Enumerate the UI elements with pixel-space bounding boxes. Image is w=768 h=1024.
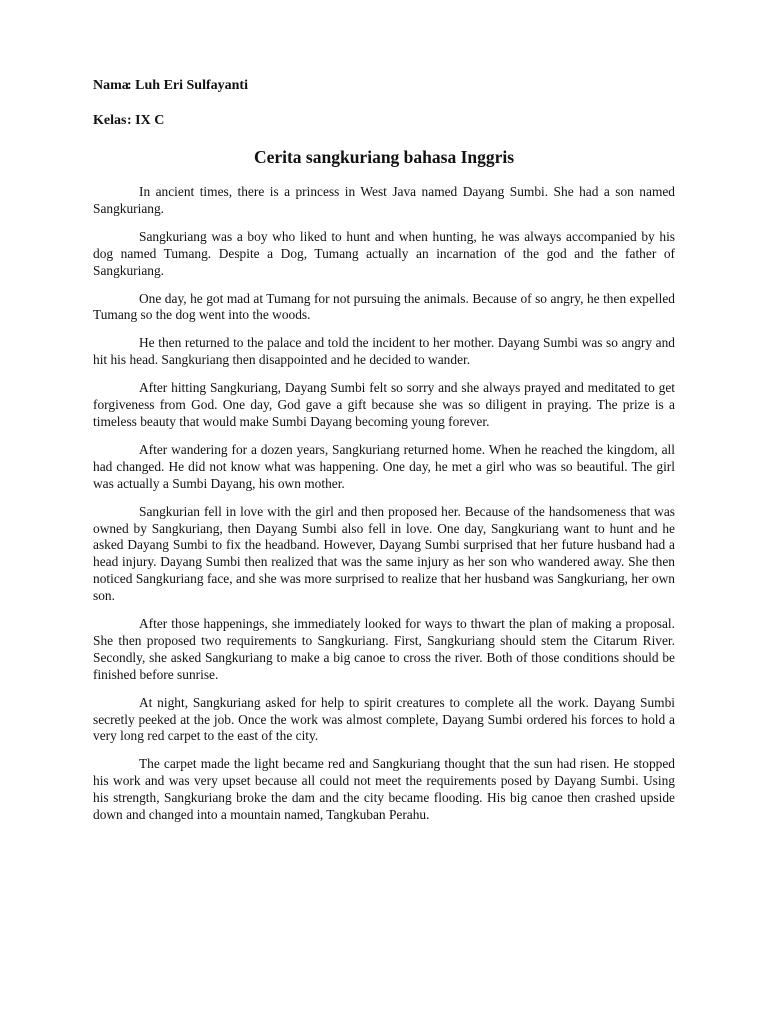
name-label: Nama	[93, 78, 129, 93]
story-paragraph: One day, he got mad at Tumang for not pursuing the animals. Because of so angry, he then expelled Tumang so the dog went into the woods.	[93, 290, 675, 323]
story-paragraph: After wandering for a dozen years, Sangkuriang returned home. When he reached the kingdom, all had changed. He did not know what was happening. One day, he met a girl who was so beautiful. The girl was actually a Sumbi Dayang, his own mother.	[93, 441, 675, 491]
student-class: IX C	[135, 113, 165, 128]
story-body	[93, 184, 675, 835]
story-paragraph: Sangkuriang was a boy who liked to hunt and when hunting, he was always accompanied by his dog named Tumang. Despite a Dog, Tumang actually an incarnation of the god and the father of Sangkuriang.	[93, 228, 675, 278]
story-paragraph: Sangkurian fell in love with the girl and then proposed her. Because of the handsomeness that was owned by Sangkuriang, then Dayang Sumbi also fell in love. One day, Sangkuriang want to hunt and he asked Dayang Sumbi to fix the headband. However, Dayang Sumbi surprised that her future husband had a head injury. Dayang Sumbi then realized that was the same injury as her son who wandered away. She then noticed Sangkuriang face, and she was more surprised to realize that her husband was Sangkuriang, her own son.	[93, 503, 675, 604]
story-paragraph: At night, Sangkuriang asked for help to spirit creatures to complete all the work. Dayang Sumbi secretly peeked at the job. Once the work was almost complete, Dayang Sumbi ordered his forces to hold a very long red carpet to the east of the city.	[93, 694, 675, 744]
story-paragraph: He then returned to the palace and told the incident to her mother. Dayang Sumbi was so angry and hit his head. Sangkuriang then disappointed and he decided to wander.	[93, 335, 675, 368]
student-class-line: Kelas: IX C	[93, 113, 165, 128]
story-paragraph: After hitting Sangkuriang, Dayang Sumbi felt so sorry and she always prayed and meditated to get forgiveness from God. One day, God gave a gift because she was so diligent in praying. The prize is a timeless beauty that would make Sumbi Dayang becoming young forever.	[93, 380, 675, 429]
student-name: Luh Eri Sulfayanti	[135, 78, 248, 93]
document-title: Cerita sangkuriang bahasa Inggris	[253, 147, 515, 167]
story-paragraph: The carpet made the light became red and Sangkuriang thought that the sun had risen. He stopped his work and was very upset because all could not meet the requirements posed by Dayang Sumbi. Using his strength, Sangkuriang broke the dam and the city became flooding. His big canoe then crashed upside down and changed into a mountain named, Tangkuban Perahu.	[93, 756, 675, 823]
student-name-line: Nama: Luh Eri Sulfayanti	[93, 78, 248, 93]
class-label: Kelas	[93, 113, 127, 128]
story-paragraph: In ancient times, there is a princess in West Java named Dayang Sumbi. She had a son named Sangkuriang.	[93, 184, 675, 216]
story-paragraph: After those happenings, she immediately looked for ways to thwart the plan of making a proposal. She then proposed two requirements to Sangkuriang. First, Sangkuriang should stem the Citarum River. Secondly, she asked Sangkuriang to make a big canoe to cross the river. Both of those conditions should be finished before sunrise.	[93, 616, 675, 682]
